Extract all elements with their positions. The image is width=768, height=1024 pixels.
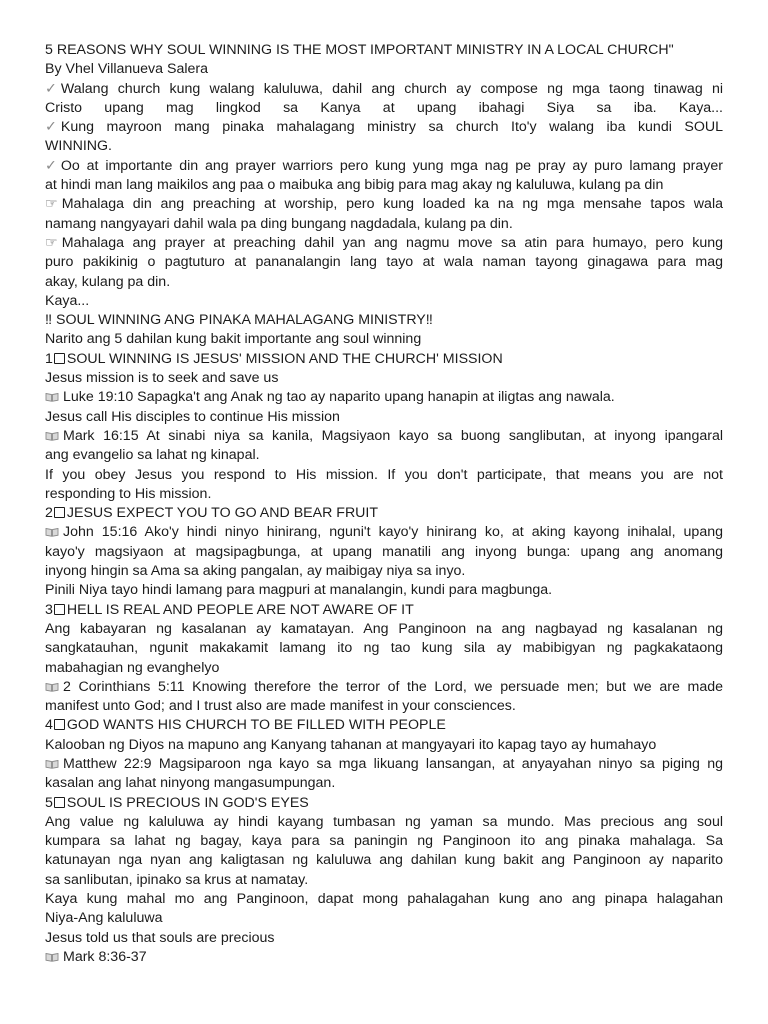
- document-title: 5 REASONS WHY SOUL WINNING IS THE MOST IMPORTANT MINISTRY IN A LOCAL CHURCH": [45, 42, 674, 58]
- author-line: By Vhel Villanueva Salera: [45, 61, 208, 78]
- bullet-paragraph: ✓ Walang church kung walang kaluluwa, dahil ang church ay compose ng mga taong tinawag ni Cristo upang mag lingkod sa Kanya at upang ibahagi Siya sa iba. Kaya...: [45, 80, 723, 116]
- bullet-paragraph: ☞ Mahalaga ang prayer at preaching dahil yan ang nagmu move sa atin para humayo, pero kung puro pakikinig o pagtuturo at pananalangin lang tayo at wala naman tayong ginagawa para mag akay, kulang pa din.: [45, 234, 723, 290]
- open-book-icon: [45, 431, 59, 441]
- headline: ‼ SOUL WINNING ANG PINAKA MAHALAGANG MINISTRY‼: [45, 312, 433, 329]
- number-keycap-icon: [54, 719, 65, 730]
- reason-heading: 2 JESUS EXPECT YOU TO GO AND BEAR FRUIT: [45, 505, 379, 522]
- number-keycap-icon: [54, 797, 65, 808]
- pointing-hand-icon: ☞: [45, 234, 58, 251]
- number-keycap-icon: [54, 507, 65, 518]
- reason-section: 1 SOUL WINNING IS JESUS' MISSION AND THE CHURCH' MISSION Jesus mission is to seek and save us Luke 19:10 Sapagka't ang Anak ng tao ay naparito upang hanapin at iligtas ang nawala. Jesus call His disciples to continue His mission Mark 16:15 At sinabi niya sa kanila, Magsiyaon kayo sa buong sanglibutan, at inyong ipangaral ang evangelio sa lahat ng kinapal. If you obey Jesus you respond to His mission. If you don't participate, that means you are not responding to His mission.: [45, 350, 723, 502]
- checkmark-icon: ✓: [45, 80, 57, 97]
- open-book-icon: [45, 759, 59, 769]
- open-book-icon: [45, 527, 59, 537]
- reason-section: 2 JESUS EXPECT YOU TO GO AND BEAR FRUIT John 15:16 Ako'y hindi ninyo hinirang, nguni't kayo'y hinirang ko, at aking kayong inihalal, upang kayo'y magsiyaon at magsipagbunga, at upang manatili ang inyong bunga: upang ang anomang inyong hingin sa Ama sa aking pangalan, ay maibigay niya sa inyo. Pinili Niya tayo hindi lamang para magpuri at manalangin, kundi para magbunga.: [45, 505, 723, 599]
- pointing-hand-icon: ☞: [45, 196, 58, 213]
- number-keycap-icon: [54, 353, 65, 364]
- reason-heading: 5 SOUL IS PRECIOUS IN GOD'S EYES: [45, 794, 309, 811]
- reason-section: 5 SOUL IS PRECIOUS IN GOD'S EYES Ang value ng kaluluwa ay hindi kayang tumbasan ng yaman sa mundo. Mas precious ang soul kumpara sa lahat ng bagay, kaya para sa paningin ng Panginoon ito ang pinaka mahalaga. Sa katunayan nga nyan ang kaligtasan ng kaluluwa ang dahilan kung bakit ang Panginoon ay naparito sa sanlibutan, ipinako sa krus at namatay. Kaya kung mahal mo ang Panginoon, dapat mong pahalagahan kung ano ang pinapa halagahan Niya-Ang kaluluwa Jesus told us that souls are precious Mark 8:36-37: [45, 794, 723, 965]
- reason-heading: 3 HELL IS REAL AND PEOPLE ARE NOT AWARE OF IT: [45, 601, 414, 618]
- bullet-paragraph: ✓ Oo at importante din ang prayer warriors pero kung yung mga nag pe pray ay puro lamang prayer at hindi man lang maikilos ang paa o maibuka ang bibig para mag akay ng kaluluwa, kulang pa din: [45, 157, 723, 194]
- reason-heading: 4 GOD WANTS HIS CHURCH TO BE FILLED WITH PEOPLE: [45, 717, 446, 734]
- reason-section: 4 GOD WANTS HIS CHURCH TO BE FILLED WITH PEOPLE Kalooban ng Diyos na mapuno ang Kanyang tahanan at mangyayari ito kapag tayo ay humahayo Matthew 22:9 Magsiparoon nga kayo sa mga likuang lansangan, at anyayahan ninyo sa piging ng kasalan ang lahat ninyong mangasumpungan.: [45, 717, 723, 792]
- reason-heading: 1 SOUL WINNING IS JESUS' MISSION AND THE CHURCH' MISSION: [45, 350, 503, 367]
- intro-line: Narito ang 5 dahilan kung bakit importante ang soul winning: [45, 331, 422, 348]
- number-keycap-icon: [54, 604, 65, 615]
- open-book-icon: [45, 952, 59, 962]
- bullet-paragraph: ✓ Kung mayroon mang pinaka mahalagang ministry sa church Ito'y walang iba kundi SOUL WINNING.: [45, 119, 723, 155]
- checkmark-icon: ✓: [45, 157, 57, 174]
- bullet-paragraph: ☞ Mahalaga din ang preaching at worship, pero kung loaded ka na ng mga mensahe tapos wala namang nangyayari dahil wala pa ding bungang nagdadala, kulang pa din.: [45, 196, 723, 232]
- open-book-icon: [45, 392, 59, 402]
- reason-section: 3 HELL IS REAL AND PEOPLE ARE NOT AWARE OF IT Ang kabayaran ng kasalanan ay kamatayan. Ang Panginoon na ang nagbayad ng kasalanan ng sangkatauhan, ngunit makakamit lamang ito ng tao kung sila ay mabibigyan ng pagkakataong mabahagian ng evanghelyo 2 Corinthians 5:11 Knowing therefore the terror of the Lord, we persuade men; but we are made manifest unto God; and I trust also are made manifest in your consciences.: [45, 601, 723, 715]
- checkmark-icon: ✓: [45, 119, 57, 136]
- kaya-line: Kaya...: [45, 292, 90, 309]
- open-book-icon: [45, 682, 59, 692]
